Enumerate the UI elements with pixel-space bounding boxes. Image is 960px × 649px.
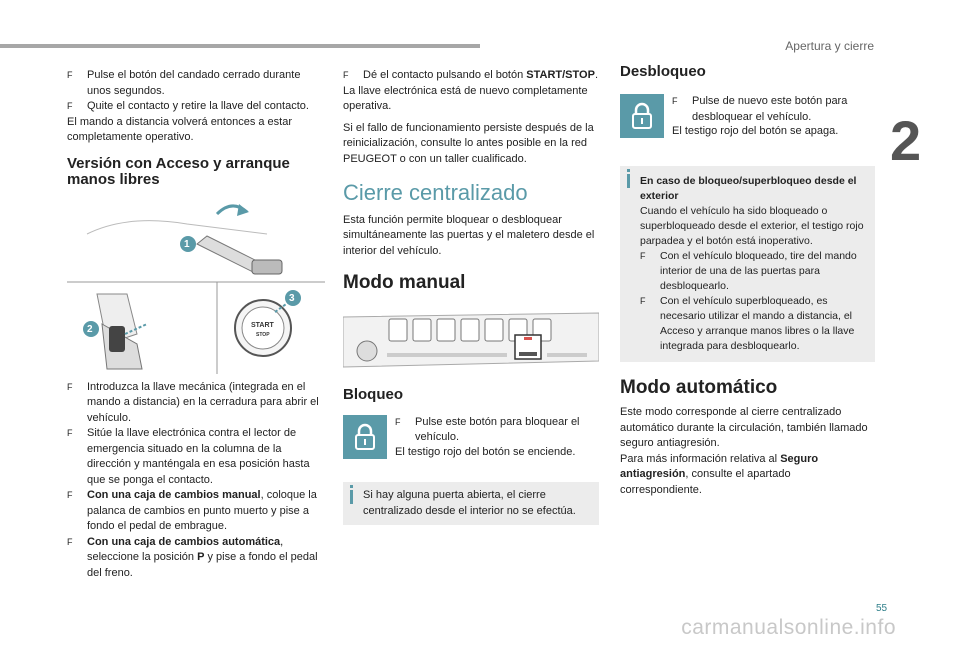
paragraph: El mando a distancia volverá entonces a estar completamente operativo. <box>67 115 293 143</box>
paragraph: Este modo corresponde al cierre centralizado automático durante la circulación, también llamado seguro antiagresión. <box>620 406 868 449</box>
info-icon <box>627 174 630 188</box>
watermark: carmanualsonline.info <box>681 616 896 639</box>
list-item: F Dé el contacto pulsando el botón START/STOP. <box>343 68 599 84</box>
info-note: Si hay alguna puerta abierta, el cierre centralizado desde el interior no se efectúa. <box>343 482 599 525</box>
list-item: F Con una caja de cambios manual, coloque la palanca de cambios en punto muerto y pise a fondo el pedal de embrague. <box>67 489 317 532</box>
bullet-marker: F <box>67 101 73 111</box>
chapter-number: 2 <box>890 109 922 172</box>
bullet-marker: F <box>67 536 73 547</box>
heading-central-locking: Cierre centralizado <box>343 180 528 205</box>
info-note: En caso de bloqueo/superbloqueo desde el exterior Cuando el vehículo ha sido bloqueado o superbloqueado desde el exterior, el testigo rojo parpadea y el botón está inoperativo. F Con el vehículo bloqueado, tire del mando interior de una de las puertas para desbloquearlo. F Con el vehículo superbloqueado, es necesario utilizar el mando a distancia, el Acceso y arranque manos libres o la llave integrada para desbloquearlo. <box>620 166 875 362</box>
list-item: F Introduzca la llave mecánica (integrada en el mando a distancia) en la cerradura para abrir el vehículo. <box>67 380 319 424</box>
paragraph: El testigo rojo del botón se enciende. <box>395 445 576 458</box>
paragraph: Para más información relativa al Seguro antiagresión, consulte el apartado correspondiente. <box>620 452 819 496</box>
section-title: Apertura y cierre <box>785 39 874 53</box>
column-left <box>67 68 325 581</box>
bullet-marker: F <box>67 381 73 392</box>
callout-2: 2 <box>87 323 93 335</box>
callout-3: 3 <box>289 292 295 304</box>
bullet-marker: F <box>67 490 73 500</box>
column-middle <box>343 68 599 525</box>
list-item: F Pulse de nuevo este botón para desbloquear el vehículo. <box>672 95 848 123</box>
lock-closed-icon <box>620 94 664 138</box>
start-label: START <box>251 321 274 329</box>
list-item: F Pulse el botón del candado cerrado durante unos segundos. <box>67 69 301 97</box>
list-item: F Sitúe la llave electrónica contra el lector de emergencia situado en la columna de la dirección y manténgala en esa posición hasta que se ponga el contacto. <box>67 427 310 486</box>
list-item: F Con el vehículo superbloqueado, es necesario utilizar el mando a distancia, el Acceso y arranque manos libres o la llave integrada para desbloquearlo. <box>640 294 855 352</box>
bullet-marker: F <box>672 96 678 106</box>
paragraph: La llave electrónica está de nuevo completamente operativa. <box>343 84 588 112</box>
heading-locking: Bloqueo <box>343 385 403 403</box>
stop-label: STOP <box>256 331 270 338</box>
page-number: 55 <box>876 603 888 614</box>
bullet-marker: F <box>67 70 73 80</box>
list-item: F Con una caja de cambios automática, seleccione la posición P y pise a fondo el pedal del freno. <box>67 535 318 579</box>
column-right <box>620 64 875 498</box>
list-item: F Quite el contacto y retire la llave del contacto. <box>67 99 325 115</box>
dashboard-switch-illustration <box>343 305 599 375</box>
paragraph: Si el fallo de funcionamiento persiste después de la reinicialización, consulte lo antes posible en la red PEUGEOT o con un taller cualificado. <box>343 121 594 165</box>
bullet-marker: F <box>395 416 401 427</box>
heading-manual-mode: Modo manual <box>343 272 466 293</box>
heading-unlocking: Desbloqueo <box>620 63 706 80</box>
header-rule <box>0 44 480 48</box>
hands-free-illustration <box>67 194 325 374</box>
bullet-marker: F <box>67 428 73 438</box>
lock-closed-icon <box>343 415 387 459</box>
paragraph: El testigo rojo del botón se apaga. <box>672 125 839 137</box>
bullet-marker: F <box>640 250 646 261</box>
info-icon <box>350 490 353 504</box>
heading-hands-free: Versión con Acceso y arranque manos libres <box>67 154 290 188</box>
bullet-marker: F <box>343 70 349 80</box>
callout-1: 1 <box>184 238 190 250</box>
list-item: F Con el vehículo bloqueado, tire del mando interior de una de las puertas para desbloquearlo. <box>640 249 857 292</box>
list-item: F Pulse este botón para bloquear el vehículo. <box>395 415 580 443</box>
heading-automatic-mode: Modo automático <box>620 376 778 398</box>
paragraph: Esta función permite bloquear o desbloquear simultáneamente las puertas y el maletero desde el interior del vehículo. <box>343 213 595 257</box>
bullet-marker: F <box>640 295 646 306</box>
